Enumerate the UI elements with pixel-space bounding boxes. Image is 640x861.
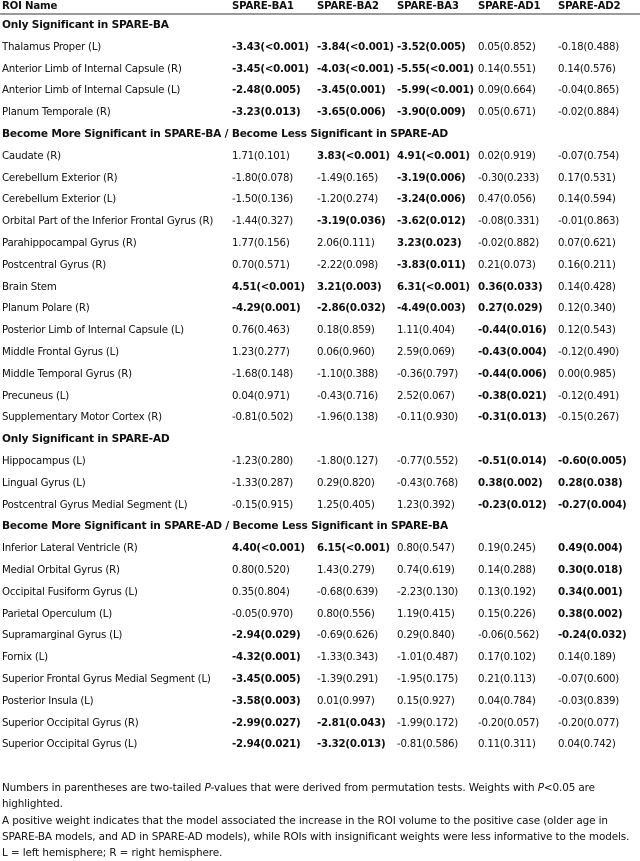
- footnote-hemisphere-legend: L = left hemisphere; R = right hemisphere.: [2, 846, 223, 859]
- weight-pvalue-cell: 0.04(0.971): [232, 390, 290, 402]
- weight-pvalue-cell: -0.20(0.077): [558, 717, 620, 729]
- weight-pvalue-cell: -0.30(0.233): [478, 172, 540, 184]
- roi-name-cell: Posterior Insula (L): [2, 695, 94, 707]
- weight-pvalue-cell: -1.99(0.172): [397, 717, 459, 729]
- section-header-row: [0, 124, 640, 146]
- table-row: [0, 211, 640, 233]
- weight-pvalue-cell: -1.68(0.148): [232, 368, 294, 380]
- weight-pvalue-cell: 0.17(0.102): [478, 652, 536, 664]
- weight-pvalue-cell: -0.20(0.057): [478, 717, 540, 729]
- roi-name-cell: Brain Stem: [2, 281, 57, 293]
- weight-pvalue-cell: 0.15(0.927): [397, 695, 455, 707]
- weight-pvalue-cell: 0.21(0.073): [478, 259, 536, 271]
- weight-pvalue-cell: -0.69(0.626): [317, 630, 379, 642]
- table-row: [0, 604, 640, 626]
- weight-pvalue-cell: -0.18(0.488): [558, 41, 620, 53]
- weight-pvalue-cell: -1.80(0.078): [232, 172, 294, 184]
- weight-pvalue-cell: 6.15(<0.001): [317, 543, 390, 555]
- weight-pvalue-cell: -4.29(0.001): [232, 303, 301, 315]
- table-row: [0, 407, 640, 429]
- weight-pvalue-cell: 0.49(0.004): [558, 543, 623, 555]
- weight-pvalue-cell: -0.43(0.768): [397, 477, 459, 489]
- weight-pvalue-cell: -0.07(0.754): [558, 150, 620, 162]
- roi-name-cell: Inferior Lateral Ventricle (R): [2, 543, 138, 555]
- weight-pvalue-cell: -1.10(0.388): [317, 368, 379, 380]
- weight-pvalue-cell: -0.51(0.014): [478, 455, 547, 467]
- weight-pvalue-cell: 0.00(0.985): [558, 368, 616, 380]
- weight-pvalue-cell: -0.08(0.331): [478, 216, 540, 228]
- roi-name-cell: Cerebellum Exterior (L): [2, 194, 117, 206]
- table-row: [0, 473, 640, 495]
- weight-pvalue-cell: -3.19(0.036): [317, 216, 386, 228]
- weight-pvalue-cell: -0.36(0.797): [397, 368, 459, 380]
- section-title: Only Significant in SPARE-BA: [2, 19, 169, 31]
- table-row: [0, 102, 640, 124]
- section-header-row: [0, 516, 640, 538]
- weight-pvalue-cell: 0.30(0.018): [558, 564, 623, 576]
- weight-pvalue-cell: -0.68(0.639): [317, 586, 379, 598]
- weight-pvalue-cell: -1.95(0.175): [397, 673, 459, 685]
- roi-name-cell: Posterior Limb of Internal Capsule (L): [2, 325, 184, 337]
- weight-pvalue-cell: -1.39(0.291): [317, 673, 379, 685]
- weight-pvalue-cell: -0.01(0.863): [558, 216, 620, 228]
- weight-pvalue-cell: -0.06(0.562): [478, 630, 540, 642]
- weight-pvalue-cell: -1.20(0.274): [317, 194, 379, 206]
- weight-pvalue-cell: 4.91(<0.001): [397, 150, 470, 162]
- weight-pvalue-cell: -2.86(0.032): [317, 303, 386, 315]
- table-row: [0, 538, 640, 560]
- table-row: [0, 59, 640, 81]
- weight-pvalue-cell: 3.23(0.023): [397, 237, 462, 249]
- table-row: [0, 255, 640, 277]
- weight-pvalue-cell: -0.07(0.600): [558, 673, 620, 685]
- weight-pvalue-cell: 0.74(0.619): [397, 564, 455, 576]
- weight-pvalue-cell: -0.38(0.021): [478, 390, 547, 402]
- weight-pvalue-cell: -2.81(0.043): [317, 717, 386, 729]
- table-row: [0, 625, 640, 647]
- weight-pvalue-cell: -4.03(<0.001): [317, 63, 394, 75]
- table-row: [0, 298, 640, 320]
- weight-pvalue-cell: -1.33(0.287): [232, 477, 294, 489]
- table-row: [0, 669, 640, 691]
- table-header-row: [0, 0, 640, 14]
- weight-pvalue-cell: -1.96(0.138): [317, 412, 379, 424]
- weight-pvalue-cell: 6.31(<0.001): [397, 281, 470, 293]
- table-row: [0, 277, 640, 299]
- weight-pvalue-cell: 0.06(0.960): [317, 346, 375, 358]
- weight-pvalue-cell: -1.80(0.127): [317, 455, 379, 467]
- weight-pvalue-cell: 2.59(0.069): [397, 346, 455, 358]
- weight-pvalue-cell: 0.12(0.543): [558, 325, 616, 337]
- section-title: Become More Significant in SPARE-BA / Become Less Significant in SPARE-AD: [2, 127, 449, 140]
- weight-pvalue-cell: 0.38(0.002): [558, 608, 623, 620]
- weight-pvalue-cell: 1.19(0.415): [397, 608, 455, 620]
- roi-name-cell: Fornix (L): [2, 652, 48, 664]
- footnote-pvalues: Numbers in parentheses are two-tailed P-values that were derived from permutation tests. Weights with P<0.05 are highlighted.: [2, 782, 595, 811]
- weight-pvalue-cell: 0.14(0.576): [558, 63, 616, 75]
- section-header-row: [0, 14, 640, 37]
- table-row: [0, 734, 640, 756]
- weight-pvalue-cell: 0.76(0.463): [232, 325, 290, 337]
- weight-pvalue-cell: -0.11(0.930): [397, 412, 459, 424]
- roi-name-cell: Planum Temporale (R): [2, 107, 111, 119]
- weight-pvalue-cell: 0.36(0.033): [478, 281, 543, 293]
- weight-pvalue-cell: 0.01(0.997): [317, 695, 375, 707]
- weight-pvalue-cell: 1.43(0.279): [317, 564, 375, 576]
- table-body: [0, 14, 640, 756]
- roi-name-cell: Anterior Limb of Internal Capsule (L): [2, 85, 181, 97]
- weight-pvalue-cell: -0.27(0.004): [558, 499, 627, 511]
- weight-pvalue-cell: -3.19(0.006): [397, 172, 466, 184]
- roi-name-cell: Parietal Operculum (L): [2, 608, 112, 620]
- table-row: [0, 189, 640, 211]
- weight-pvalue-cell: -2.23(0.130): [397, 586, 459, 598]
- header-spare-ad1: SPARE-AD1: [476, 0, 556, 14]
- weight-pvalue-cell: 0.35(0.804): [232, 586, 290, 598]
- weight-pvalue-cell: 0.14(0.288): [478, 564, 536, 576]
- weight-pvalue-cell: -0.77(0.552): [397, 455, 459, 467]
- table-row: [0, 451, 640, 473]
- weight-pvalue-cell: -0.81(0.586): [397, 739, 459, 751]
- roi-name-cell: Lingual Gyrus (L): [2, 477, 86, 489]
- weight-pvalue-cell: 0.14(0.551): [478, 63, 536, 75]
- weight-pvalue-cell: -0.44(0.016): [478, 325, 547, 337]
- weight-pvalue-cell: -3.23(0.013): [232, 107, 301, 119]
- roi-name-cell: Supramarginal Gyrus (L): [2, 630, 123, 642]
- weight-pvalue-cell: -0.02(0.882): [478, 237, 540, 249]
- weight-pvalue-cell: -5.99(<0.001): [397, 85, 474, 97]
- weight-pvalue-cell: 1.23(0.392): [397, 499, 455, 511]
- table-row: [0, 80, 640, 102]
- weight-pvalue-cell: -2.48(0.005): [232, 85, 301, 97]
- weight-pvalue-cell: 0.07(0.621): [558, 237, 616, 249]
- header-spare-ba2: SPARE-BA2: [315, 0, 395, 14]
- weight-pvalue-cell: 0.80(0.547): [397, 543, 455, 555]
- weight-pvalue-cell: -0.31(0.013): [478, 412, 547, 424]
- weight-pvalue-cell: 3.83(<0.001): [317, 150, 390, 162]
- weight-pvalue-cell: 0.05(0.671): [478, 107, 536, 119]
- weight-pvalue-cell: -4.49(0.003): [397, 303, 466, 315]
- weight-pvalue-cell: -3.62(0.012): [397, 216, 466, 228]
- weight-pvalue-cell: 0.34(0.001): [558, 586, 623, 598]
- weight-pvalue-cell: 0.04(0.742): [558, 739, 616, 751]
- weight-pvalue-cell: -3.52(0.005): [397, 41, 466, 53]
- roi-name-cell: Superior Occipital Gyrus (L): [2, 739, 138, 751]
- weight-pvalue-cell: 0.70(0.571): [232, 259, 290, 271]
- weight-pvalue-cell: 0.29(0.840): [397, 630, 455, 642]
- table-row: [0, 233, 640, 255]
- weight-pvalue-cell: -2.94(0.029): [232, 630, 301, 642]
- header-spare-ad2: SPARE-AD2: [556, 0, 640, 14]
- weight-pvalue-cell: -0.23(0.012): [478, 499, 547, 511]
- weight-pvalue-cell: 1.25(0.405): [317, 499, 375, 511]
- weight-pvalue-cell: -2.94(0.021): [232, 739, 301, 751]
- weight-pvalue-cell: 0.14(0.189): [558, 652, 616, 664]
- weight-pvalue-cell: 0.11(0.311): [478, 739, 536, 751]
- roi-name-cell: Superior Occipital Gyrus (R): [2, 717, 139, 729]
- weight-pvalue-cell: 0.02(0.919): [478, 150, 536, 162]
- table-row: [0, 560, 640, 582]
- weight-pvalue-cell: 0.28(0.038): [558, 477, 623, 489]
- roi-name-cell: Planum Polare (R): [2, 303, 90, 315]
- weight-pvalue-cell: -4.32(0.001): [232, 652, 301, 664]
- weight-pvalue-cell: 0.09(0.664): [478, 85, 536, 97]
- weight-pvalue-cell: -0.43(0.716): [317, 390, 379, 402]
- weight-pvalue-cell: 1.23(0.277): [232, 346, 290, 358]
- weight-pvalue-cell: -0.12(0.490): [558, 346, 620, 358]
- table-row: [0, 713, 640, 735]
- weight-pvalue-cell: 0.14(0.594): [558, 194, 616, 206]
- weight-pvalue-cell: -3.45(0.005): [232, 673, 301, 685]
- roi-name-cell: Caudate (R): [2, 150, 61, 162]
- weight-pvalue-cell: 0.14(0.428): [558, 281, 616, 293]
- roi-name-cell: Postcentral Gyrus (R): [2, 259, 107, 271]
- weight-pvalue-cell: 0.05(0.852): [478, 41, 536, 53]
- weight-pvalue-cell: 1.77(0.156): [232, 237, 290, 249]
- weight-pvalue-cell: -2.22(0.098): [317, 259, 379, 271]
- weight-pvalue-cell: 0.18(0.859): [317, 325, 375, 337]
- weight-pvalue-cell: 0.47(0.056): [478, 194, 536, 206]
- weight-pvalue-cell: -1.33(0.343): [317, 652, 379, 664]
- weight-pvalue-cell: 1.71(0.101): [232, 150, 290, 162]
- weight-pvalue-cell: -0.02(0.884): [558, 107, 620, 119]
- weight-pvalue-cell: 0.15(0.226): [478, 608, 536, 620]
- roi-name-cell: Supplementary Motor Cortex (R): [2, 412, 162, 424]
- weight-pvalue-cell: -0.05(0.970): [232, 608, 294, 620]
- weight-pvalue-cell: -2.99(0.027): [232, 717, 301, 729]
- weight-pvalue-cell: -0.44(0.006): [478, 368, 547, 380]
- weight-pvalue-cell: -3.43(<0.001): [232, 41, 309, 53]
- table-row: [0, 320, 640, 342]
- weight-pvalue-cell: 1.11(0.404): [397, 325, 455, 337]
- weight-pvalue-cell: -5.55(<0.001): [397, 63, 474, 75]
- roi-name-cell: Medial Orbital Gyrus (R): [2, 564, 120, 576]
- roi-name-cell: Precuneus (L): [2, 390, 70, 402]
- weight-pvalue-cell: -0.15(0.915): [232, 499, 294, 511]
- weight-pvalue-cell: -3.32(0.013): [317, 739, 386, 751]
- weight-pvalue-cell: 4.40(<0.001): [232, 543, 305, 555]
- table-row: [0, 647, 640, 669]
- weight-pvalue-cell: -3.84(<0.001): [317, 41, 394, 53]
- weight-pvalue-cell: -3.83(0.011): [397, 259, 466, 271]
- weight-pvalue-cell: -0.43(0.004): [478, 346, 547, 358]
- weight-pvalue-cell: -3.45(<0.001): [232, 63, 309, 75]
- weight-pvalue-cell: -3.65(0.006): [317, 107, 386, 119]
- table-row: [0, 495, 640, 517]
- roi-name-cell: Postcentral Gyrus Medial Segment (L): [2, 499, 188, 511]
- footnote-positive-weight: A positive weight indicates that the model associated the increase in the ROI volume to the positive case (older age in SPARE-BA models, and AD in SPARE-AD models), while ROIs with insignificant weights were less informative to the models.: [2, 814, 630, 843]
- weight-pvalue-cell: -0.12(0.491): [558, 390, 620, 402]
- weight-pvalue-cell: -1.23(0.280): [232, 455, 294, 467]
- weight-pvalue-cell: -1.01(0.487): [397, 652, 459, 664]
- header-spare-ba3: SPARE-BA3: [395, 0, 476, 14]
- table-row: [0, 37, 640, 59]
- weight-pvalue-cell: 0.12(0.340): [558, 303, 616, 315]
- weight-pvalue-cell: 0.29(0.820): [317, 477, 375, 489]
- weight-pvalue-cell: 0.80(0.556): [317, 608, 375, 620]
- weight-pvalue-cell: -0.81(0.502): [232, 412, 294, 424]
- table-row: [0, 146, 640, 168]
- weight-pvalue-cell: 3.21(0.003): [317, 281, 382, 293]
- weight-pvalue-cell: -0.60(0.005): [558, 455, 627, 467]
- table-row: [0, 691, 640, 713]
- weight-pvalue-cell: 2.06(0.111): [317, 237, 375, 249]
- weight-pvalue-cell: -3.45(0.001): [317, 85, 386, 97]
- weight-pvalue-cell: 0.38(0.002): [478, 477, 543, 489]
- weight-pvalue-cell: -3.24(0.006): [397, 194, 466, 206]
- weight-pvalue-cell: 0.21(0.113): [478, 673, 536, 685]
- table-footnotes: [0, 780, 640, 861]
- weight-pvalue-cell: -0.24(0.032): [558, 630, 627, 642]
- table-row: [0, 386, 640, 408]
- roi-name-cell: Hippocampus (L): [2, 455, 86, 467]
- roi-name-cell: Occipital Fusiform Gyrus (L): [2, 586, 138, 598]
- weight-pvalue-cell: -0.15(0.267): [558, 412, 620, 424]
- weight-pvalue-cell: -1.50(0.136): [232, 194, 294, 206]
- section-header-row: [0, 429, 640, 451]
- header-roi-name: ROI Name: [0, 0, 230, 14]
- table-row: [0, 364, 640, 386]
- weight-pvalue-cell: 0.17(0.531): [558, 172, 616, 184]
- section-title: Only Significant in SPARE-AD: [2, 433, 170, 446]
- weight-pvalue-cell: -0.03(0.839): [558, 695, 620, 707]
- table-row: [0, 342, 640, 364]
- table-row: [0, 168, 640, 190]
- roi-name-cell: Anterior Limb of Internal Capsule (R): [2, 63, 182, 75]
- weight-pvalue-cell: -1.44(0.327): [232, 216, 294, 228]
- weight-pvalue-cell: 0.04(0.784): [478, 695, 536, 707]
- weight-pvalue-cell: 0.16(0.211): [558, 259, 616, 271]
- roi-name-cell: Orbital Part of the Inferior Frontal Gyrus (R): [2, 216, 214, 228]
- weight-pvalue-cell: 2.52(0.067): [397, 390, 455, 402]
- roi-name-cell: Middle Temporal Gyrus (R): [2, 368, 132, 380]
- weight-pvalue-cell: -1.49(0.165): [317, 172, 379, 184]
- weight-pvalue-cell: -3.58(0.003): [232, 695, 301, 707]
- roi-name-cell: Middle Frontal Gyrus (L): [2, 346, 119, 358]
- roi-name-cell: Superior Frontal Gyrus Medial Segment (L): [2, 673, 211, 685]
- header-spare-ba1: SPARE-BA1: [230, 0, 315, 14]
- roi-name-cell: Parahippocampal Gyrus (R): [2, 237, 137, 249]
- weight-pvalue-cell: -0.04(0.865): [558, 85, 620, 97]
- table-row: [0, 582, 640, 604]
- section-title: Become More Significant in SPARE-AD / Become Less Significant in SPARE-BA: [2, 520, 449, 533]
- weight-pvalue-cell: 0.13(0.192): [478, 586, 536, 598]
- roi-name-cell: Cerebellum Exterior (R): [2, 172, 118, 184]
- roi-name-cell: Thalamus Proper (L): [2, 41, 102, 53]
- weight-pvalue-cell: 4.51(<0.001): [232, 281, 305, 293]
- weight-pvalue-cell: 0.19(0.245): [478, 543, 536, 555]
- weight-pvalue-cell: -3.90(0.009): [397, 107, 466, 119]
- weight-pvalue-cell: 0.27(0.029): [478, 303, 543, 315]
- weight-pvalue-cell: 0.80(0.520): [232, 564, 290, 576]
